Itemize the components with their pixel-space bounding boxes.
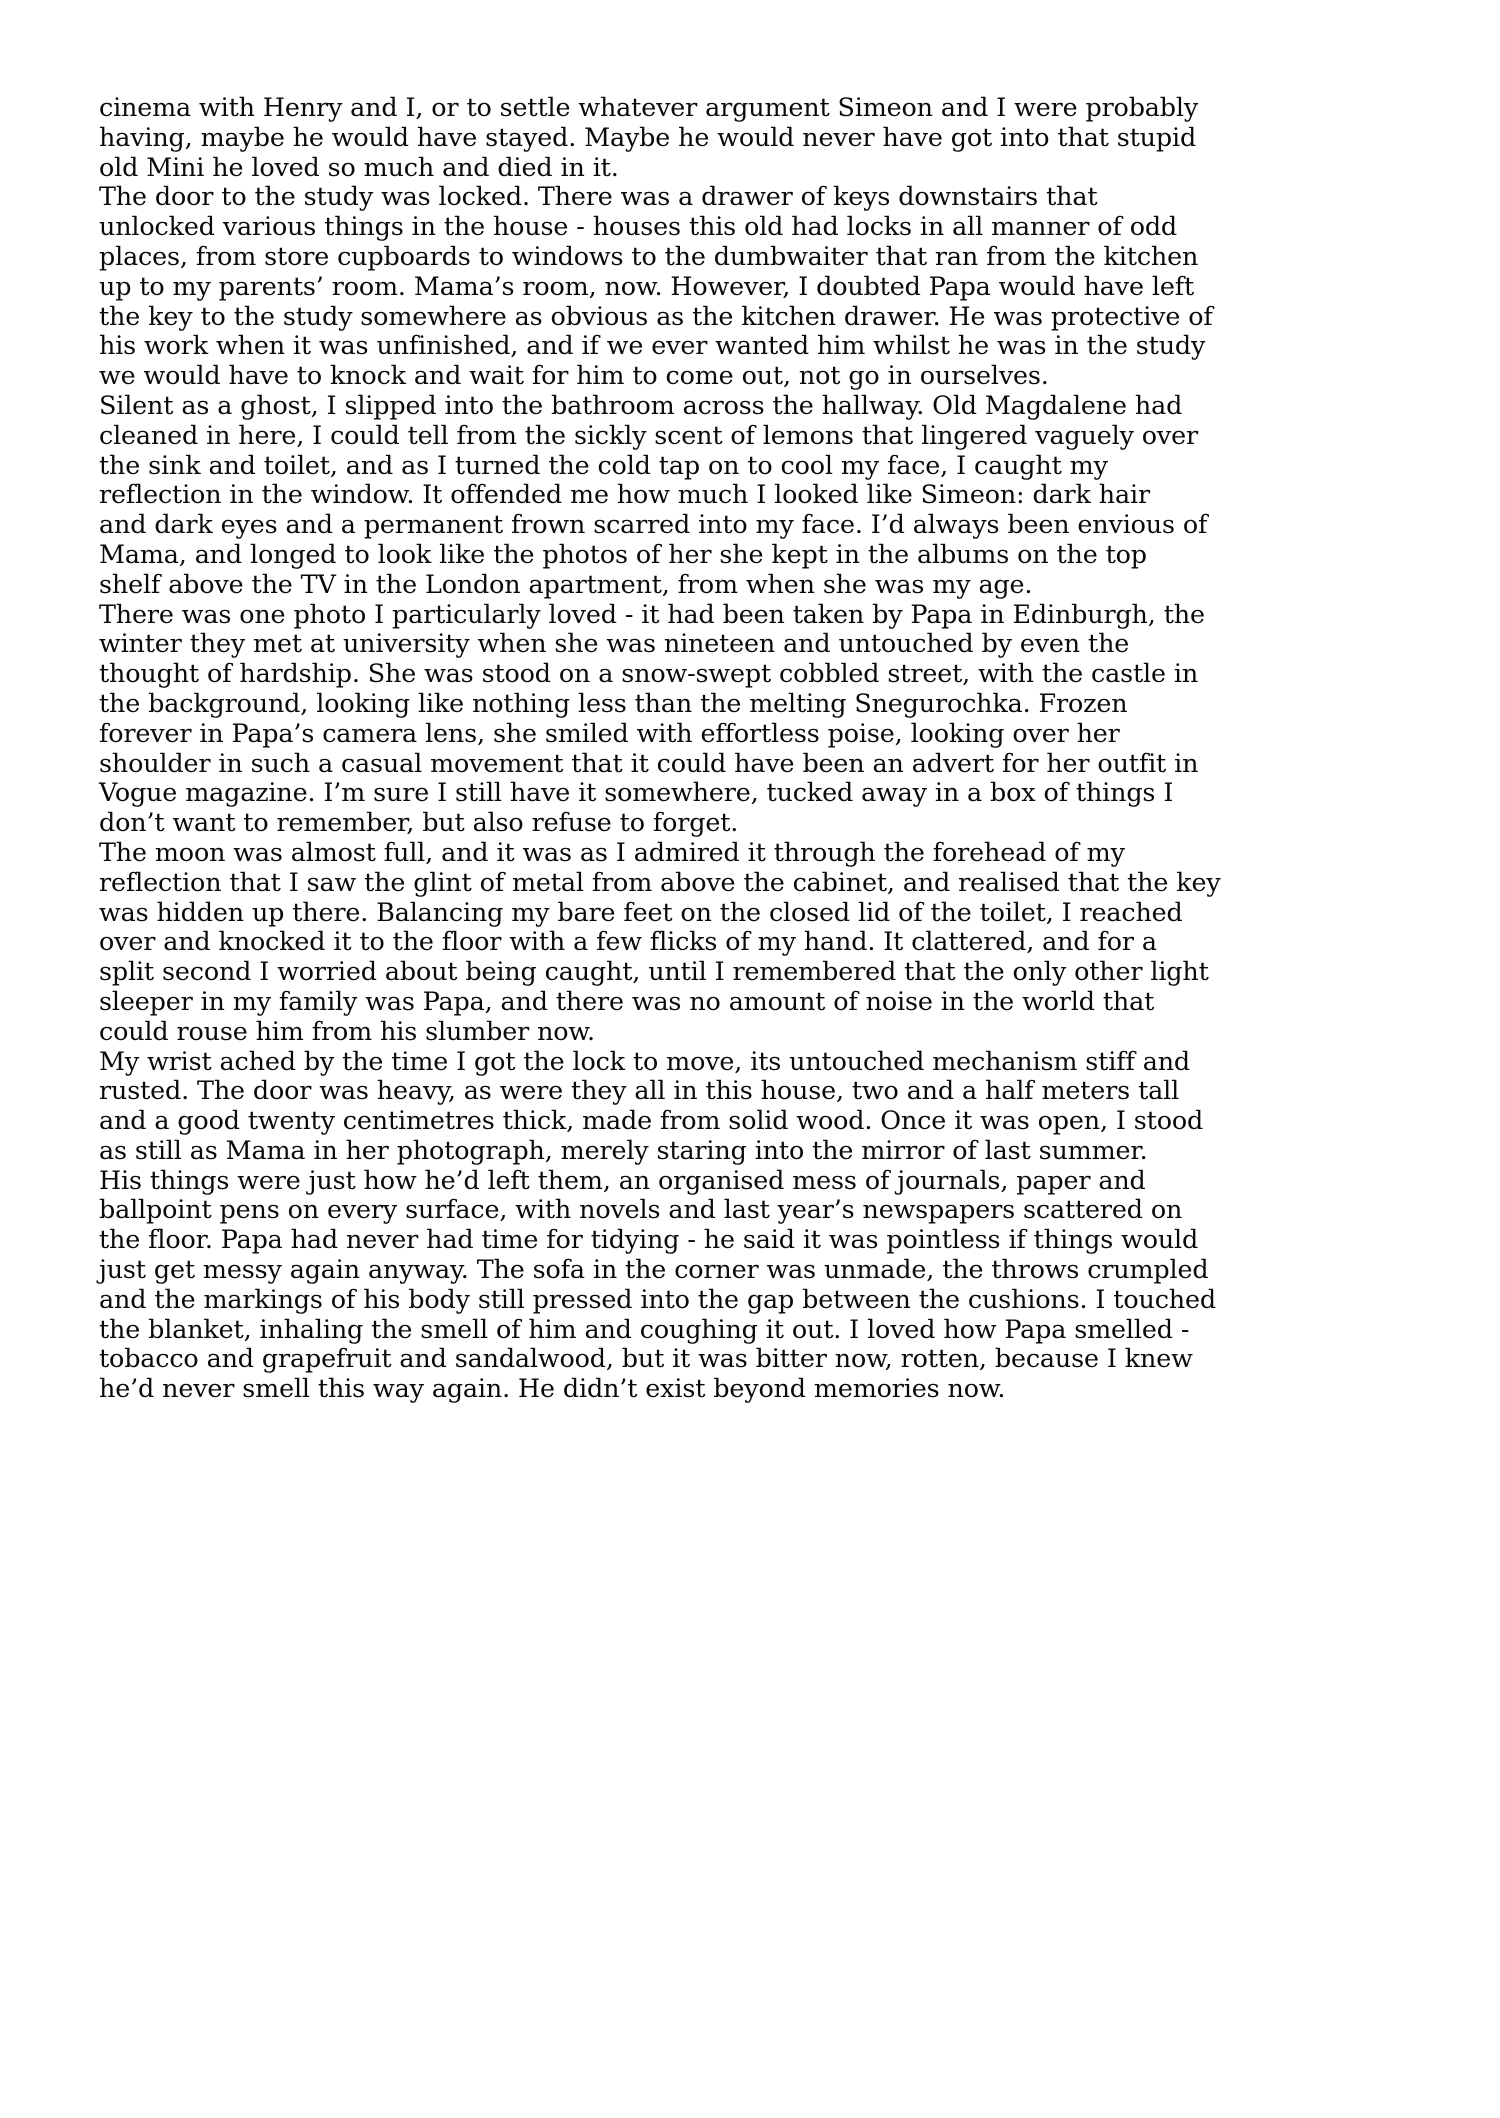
text-line: rusted. The door was heavy, as were they all in this house, two and a half meters tall bbox=[99, 1075, 1180, 1106]
text-line: he’d never smell this way again. He didn’t exist beyond memories now. bbox=[99, 1373, 1006, 1404]
paragraph bbox=[99, 1045, 1204, 1166]
text-line: as still as Mama in her photograph, merely staring into the mirror of last summer. bbox=[99, 1134, 1148, 1165]
text-line: and dark eyes and a permanent frown scarred into my face. I’d always been envious of bbox=[99, 509, 1208, 540]
text-line: Mama, and longed to look like the photos of her she kept in the albums on the top bbox=[99, 538, 1147, 569]
text-line: cinema with Henry and I, or to settle whatever argument Simeon and I were probably bbox=[99, 92, 1199, 122]
text-line: places, from store cupboards to windows to the dumbwaiter that ran from the kitchen bbox=[99, 240, 1199, 271]
paragraph bbox=[99, 836, 1221, 1047]
text-line: thought of hardship. She was stood on a snow-swept cobbled street, with the castle in bbox=[99, 658, 1199, 689]
text-line: and a good twenty centimetres thick, made from solid wood. Once it was open, I stood bbox=[99, 1105, 1204, 1136]
paragraph bbox=[99, 92, 1199, 182]
text-line: could rouse him from his slumber now. bbox=[99, 1015, 595, 1046]
text-line: My wrist ached by the time I got the lock to move, its untouched mechanism stiff and bbox=[99, 1045, 1191, 1076]
text-line: winter they met at university when she was nineteen and untouched by even the bbox=[99, 628, 1130, 659]
text-line: the key to the study somewhere as obvious as the kitchen drawer. He was protective of bbox=[99, 300, 1213, 331]
paragraph bbox=[99, 598, 1205, 838]
text-line: cleaned in here, I could tell from the sickly scent of lemons that lingered vaguely over bbox=[99, 419, 1198, 450]
text-line: His things were just how he’d left them, an organised mess of journals, paper and bbox=[99, 1164, 1146, 1195]
text-line: tobacco and grapefruit and sandalwood, but it was bitter now, rotten, because I knew bbox=[99, 1343, 1193, 1374]
text-line: Silent as a ghost, I slipped into the bathroom across the hallway. Old Magdalene had bbox=[99, 389, 1183, 420]
text-line: we would have to knock and wait for him to come out, not go in ourselves. bbox=[99, 360, 1049, 391]
text-line: There was one photo I particularly loved - it had been taken by Papa in Edinburgh, the bbox=[99, 598, 1205, 629]
text-line: reflection in the window. It offended me how much I looked like Simeon: dark hair bbox=[99, 479, 1150, 510]
text-line: don’t want to remember, but also refuse to forget. bbox=[99, 807, 739, 838]
text-line: shoulder in such a casual movement that it could have been an advert for her outfit in bbox=[99, 747, 1199, 778]
text-line: and the markings of his body still pressed into the gap between the cushions. I touched bbox=[99, 1283, 1216, 1314]
paragraph bbox=[99, 1164, 1216, 1404]
text-line: the floor. Papa had never had time for tidying - he said it was pointless if things would bbox=[99, 1224, 1199, 1255]
text-line: having, maybe he would have stayed. Maybe he would never have got into that stupid bbox=[99, 121, 1197, 152]
text-line: his work when it was unfinished, and if we ever wanted him whilst he was in the study bbox=[99, 330, 1206, 361]
text-line: the background, looking like nothing less than the melting Snegurochka. Frozen bbox=[99, 687, 1128, 718]
paragraph bbox=[99, 389, 1208, 600]
text-line: forever in Papa’s camera lens, she smiled with effortless poise, looking over her bbox=[99, 717, 1120, 748]
text-line: the blanket, inhaling the smell of him and coughing it out. I loved how Papa smelled - bbox=[99, 1313, 1190, 1344]
text-line: shelf above the TV in the London apartment, from when she was my age. bbox=[99, 568, 1033, 599]
text-line: over and knocked it to the floor with a few flicks of my hand. It clattered, and for a bbox=[99, 926, 1157, 957]
text-line: just get messy again anyway. The sofa in the corner was unmade, the throws crumpled bbox=[99, 1254, 1209, 1285]
paragraph bbox=[99, 181, 1213, 391]
text-line: old Mini he loved so much and died in it. bbox=[99, 151, 619, 182]
text-line: ballpoint pens on every surface, with novels and last year’s newspapers scattered on bbox=[99, 1194, 1183, 1225]
text-line: was hidden up there. Balancing my bare feet on the closed lid of the toilet, I reached bbox=[99, 896, 1183, 927]
text-line: unlocked various things in the house - houses this old had locks in all manner of odd bbox=[99, 211, 1178, 242]
text-line: The moon was almost full, and it was as I admired it through the forehead of my bbox=[99, 836, 1125, 867]
body-text-column bbox=[99, 92, 1221, 1404]
text-line: up to my parents’ room. Mama’s room, now. However, I doubted Papa would have left bbox=[99, 270, 1195, 301]
text-line: the sink and toilet, and as I turned the cold tap on to cool my face, I caught my bbox=[99, 449, 1108, 480]
text-line: split second I worried about being caught, until I remembered that the only other light bbox=[99, 956, 1209, 987]
text-line: sleeper in my family was Papa, and there was no amount of noise in the world that bbox=[99, 985, 1155, 1016]
text-line: Vogue magazine. I’m sure I still have it somewhere, tucked away in a box of things I bbox=[99, 777, 1174, 808]
text-line: The door to the study was locked. There was a drawer of keys downstairs that bbox=[99, 181, 1098, 212]
text-line: reflection that I saw the glint of metal from above the cabinet, and realised that the key bbox=[99, 866, 1221, 897]
